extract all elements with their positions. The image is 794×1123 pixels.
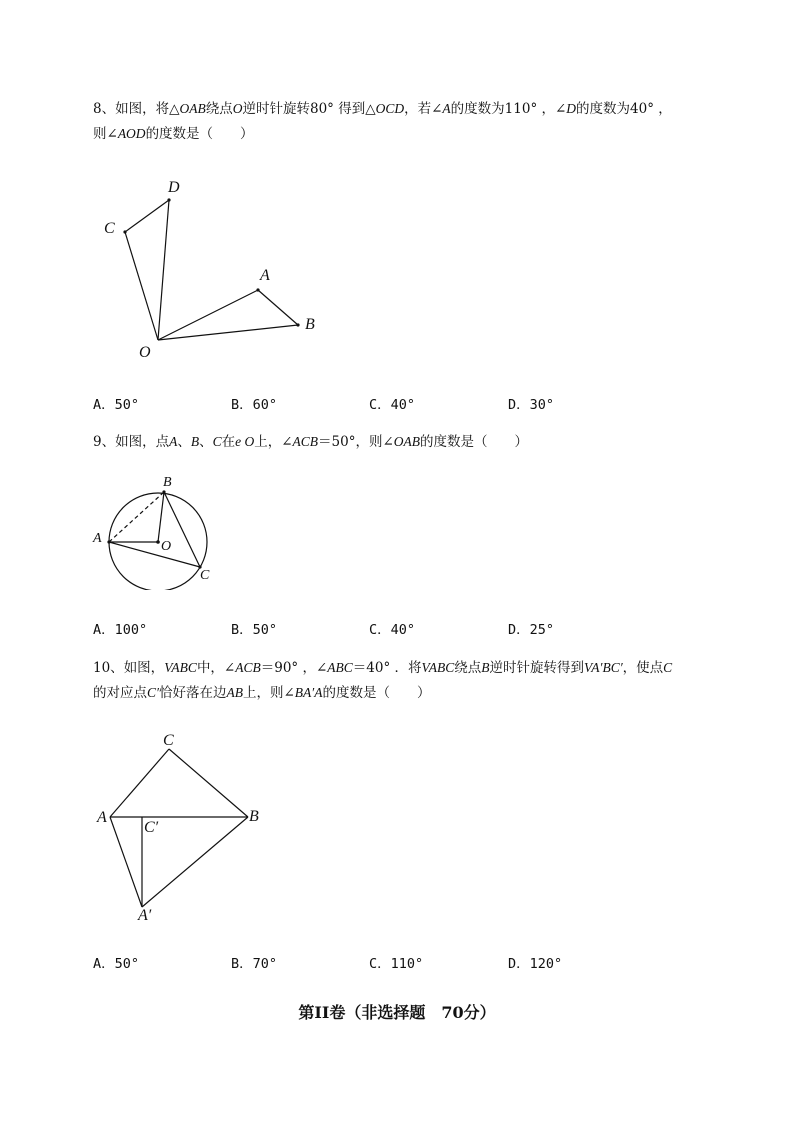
q10-var: ABC [327,660,353,675]
q9-segment-ac [109,542,200,567]
q9-line1 [93,433,528,451]
q9-var: B [190,434,200,449]
q8-options [93,393,693,413]
q9-text: ＝50°，则∠ [318,434,394,450]
q9-point-b [162,490,165,493]
q9-number: 9、 [93,434,116,450]
q9-var: C [212,434,222,449]
q8-point-d [167,198,170,201]
q10-figure [90,725,280,930]
q9-option-c[interactable]: C．40° [369,622,416,638]
q9-segment-ob [158,492,164,542]
q10-text: 的对应点 [93,685,147,701]
q10-var: VA′BC′ [584,660,623,675]
q10-figure-svg [90,725,280,930]
q10-text: ＝90° ，∠ [260,660,328,676]
q8-line1 [93,100,672,118]
q8-label-d: D [168,179,180,196]
q9-label-b: B [163,475,172,490]
q8-option-c[interactable]: C．40° [369,397,416,413]
q9-var: e O [235,434,255,449]
q10-var: BA′A [294,685,323,700]
q10-number: 10、 [93,660,124,676]
q10-label-b: B [249,808,259,825]
q10-label-c: C [163,732,174,749]
q8-text: 绕点 [205,101,233,117]
q10-segment-cb [169,749,248,817]
q8-point-c [123,230,126,233]
q10-var: C′ [147,685,159,700]
q9-segment-bc [164,492,200,567]
q8-segment-oc [125,232,158,340]
q8-var: AOD [117,126,146,141]
section-title: 第II卷（非选择题 70分） [298,1003,496,1022]
q9-label-o: O [161,539,172,554]
q10-text: 逆时针旋转得到 [489,660,585,676]
q9-point-o [156,540,160,544]
q9-figure [88,470,228,590]
q10-option-b[interactable]: B．70° [231,956,278,972]
q10-text: 中，∠ [196,660,236,676]
q9-var: ACB [292,434,319,449]
q8-var: OCD [375,101,405,116]
q10-segment-aap [110,817,142,907]
q10-text: 的度数是（ ） [322,685,431,701]
q9-option-d[interactable]: D．25° [508,622,555,638]
q10-label-cprime: C′ [144,819,159,836]
q8-segment-cd [125,200,169,232]
q10-label-a: A [97,809,107,826]
q10-var: AB [226,685,243,700]
q8-var: A [442,101,451,116]
q9-text: 在 [221,434,236,450]
q8-label-b: B [305,316,315,333]
q8-var: OAB [179,101,206,116]
q8-point-a [256,288,259,291]
q10-text: 如图， [123,660,165,676]
q9-option-b[interactable]: B．50° [231,622,278,638]
q8-var: D [566,101,577,116]
q9-label-c: C [200,568,210,583]
q10-text: ＝40° ．将 [352,660,422,676]
q10-options [93,952,693,972]
q8-segment-ob [158,325,298,340]
q10-line1 [93,659,672,677]
q8-line2 [93,125,254,143]
q9-segment-ab-dashed [109,492,164,542]
q8-text: 逆时针旋转80° 得到△ [242,101,376,117]
q8-option-b[interactable]: B．60° [231,397,278,413]
q8-label-c: C [104,220,115,237]
q10-segment-ac [110,749,169,817]
q8-segment-oa [158,290,258,340]
q9-figure-svg [88,470,228,590]
q9-point-a [107,540,110,543]
q9-var: A [169,434,178,449]
q9-option-a[interactable]: A．100° [93,622,148,638]
q8-text: 如图，将△ [115,101,180,117]
q9-label-a: A [93,531,102,546]
q10-option-c[interactable]: C．110° [369,956,424,972]
q10-var: ACB [235,660,261,675]
q8-option-d[interactable]: D．30° [508,397,555,413]
q10-text: 恰好落在边 [158,685,227,701]
q8-text: 的度数为110° ，∠ [450,101,567,117]
q9-var: OAB [393,434,421,449]
q9-text: 、 [177,434,191,450]
q8-point-b [296,323,299,326]
q10-text: 上，则∠ [242,685,295,701]
q9-text: 如图，点 [115,434,170,450]
q10-option-d[interactable]: D．120° [508,956,563,972]
q9-text: 上，∠ [254,434,293,450]
q10-label-aprime: A′ [138,907,152,924]
q8-text: 的度数是（ ） [145,126,254,142]
q8-number: 8、 [93,101,116,117]
q10-var: C [663,660,673,675]
q8-segment-od [158,200,169,340]
q8-segment-ab [258,290,298,325]
q10-line2 [93,684,430,702]
q9-options [93,618,693,638]
q10-var: VABC [164,660,197,675]
q8-figure-svg [90,170,330,370]
q8-text: ，若∠ [404,101,443,117]
q10-var: B [481,660,490,675]
q8-label-a: A [260,267,270,284]
q8-option-a[interactable]: A．50° [93,397,140,413]
q10-var: VABC [421,660,455,675]
q8-text: 的度数为40° ， [576,101,672,117]
q8-figure [90,170,330,370]
q8-text: 则∠ [93,126,118,142]
q9-text: 、 [199,434,213,450]
q10-text: ，使点 [622,660,664,676]
q8-var: O [232,101,243,116]
q10-text: 绕点 [454,660,482,676]
q9-text: 的度数是（ ） [420,434,529,450]
q8-label-o: O [139,344,151,361]
q10-option-a[interactable]: A．50° [93,956,140,972]
